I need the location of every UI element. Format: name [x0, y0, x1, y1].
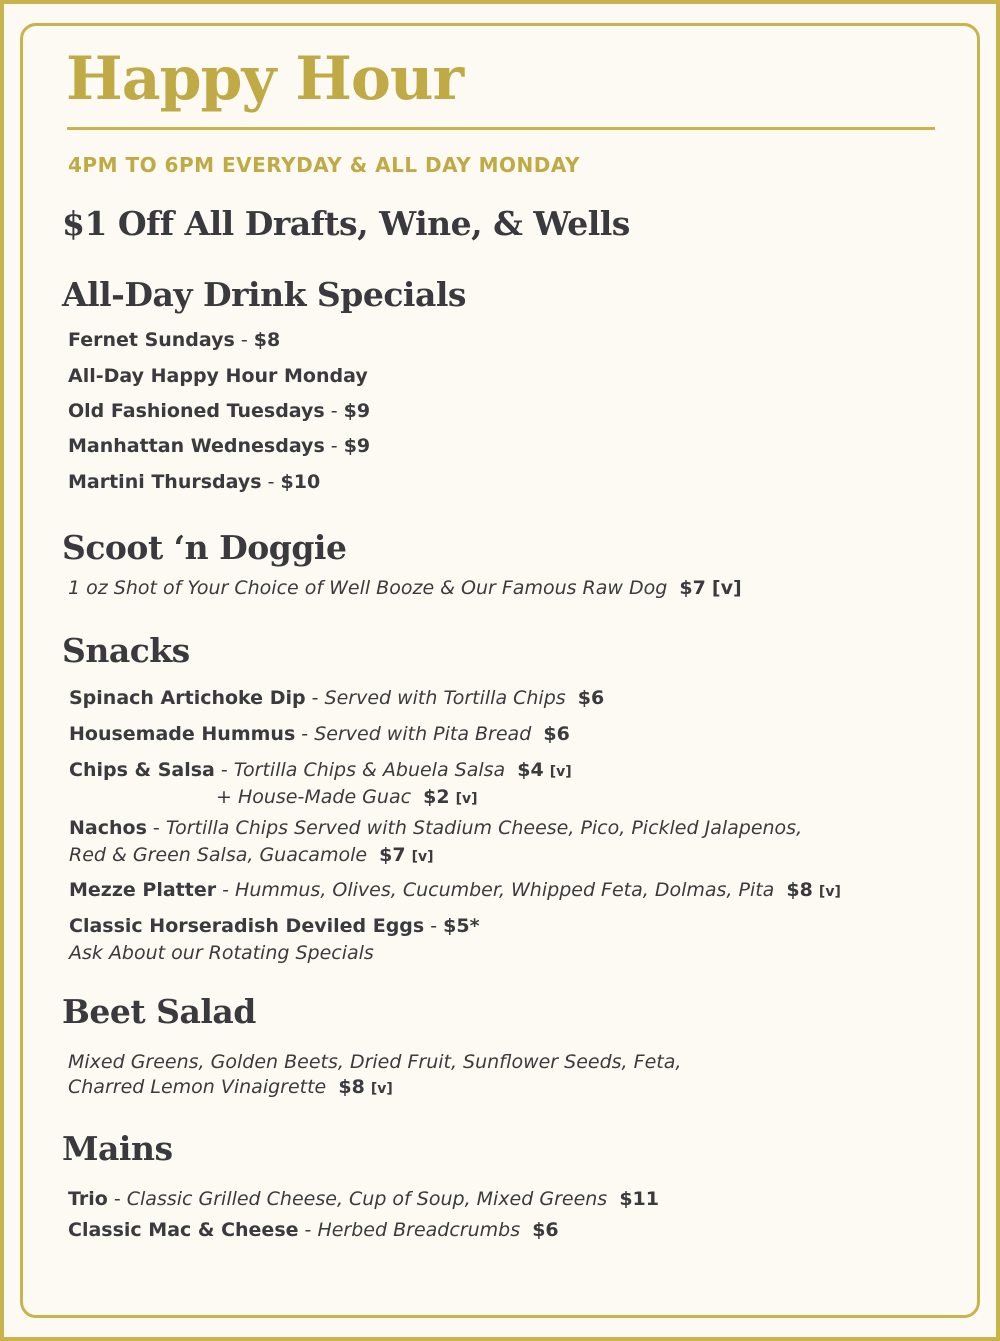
promo-heading: $1 Off All Drafts, Wine, & Wells: [62, 204, 630, 243]
item-name: Chips & Salsa: [69, 759, 215, 781]
item-price: $7: [379, 844, 406, 866]
item-name: Trio: [68, 1188, 108, 1210]
item-price: $6: [577, 687, 605, 709]
vegetarian-tag: [v]: [411, 849, 434, 865]
item-description: 1 oz Shot of Your Choice of Well Booze & Our Famous Raw Dog: [68, 577, 668, 599]
snack-item-guac-addon: [216, 786, 478, 808]
item-name: Mezze Platter: [69, 879, 217, 901]
item-name: Manhattan Wednesdays: [68, 435, 325, 457]
item-price: $7: [679, 577, 706, 599]
item-separator: -: [216, 879, 236, 901]
item-description: Served with Tortilla Chips: [324, 687, 566, 709]
item-price: $8: [253, 329, 281, 351]
vegetarian-tag: [v]: [549, 764, 572, 780]
item-price: $9: [343, 435, 371, 457]
item-separator: -: [234, 329, 254, 351]
beet-salad-desc-line1: Mixed Greens, Golden Beets, Dried Fruit, Sunflower Seeds, Feta,: [68, 1051, 682, 1073]
item-description: Red & Green Salsa, Guacamole: [69, 844, 368, 866]
item-price: $9: [343, 400, 371, 422]
list-item: [68, 329, 280, 351]
scoot-heading: Scoot ‘n Doggie: [62, 528, 347, 567]
snack-item-hummus: [69, 723, 570, 745]
title-divider: [67, 127, 935, 130]
snack-item-nachos-cont: [69, 844, 434, 866]
item-separator: -: [424, 915, 444, 937]
item-description: Tortilla Chips & Abuela Salsa: [233, 759, 506, 781]
page-title: Happy Hour: [66, 44, 464, 114]
item-price: $10: [280, 471, 321, 493]
item-separator: -: [146, 817, 166, 839]
item-separator: -: [298, 1219, 318, 1241]
item-separator: -: [324, 435, 344, 457]
item-price: $6: [543, 723, 570, 745]
vegetarian-tag: [v]: [370, 1081, 393, 1097]
beet-salad-heading: Beet Salad: [62, 992, 256, 1031]
list-item: [68, 471, 320, 493]
item-separator: -: [295, 723, 315, 745]
item-separator: -: [305, 687, 325, 709]
item-name: Classic Mac & Cheese: [68, 1219, 299, 1241]
item-price: $2: [423, 786, 450, 808]
item-description: Served with Pita Bread: [314, 723, 532, 745]
rotating-specials-note: Ask About our Rotating Specials: [69, 942, 374, 964]
item-price: $8: [786, 879, 813, 901]
beet-salad-desc-line2: [68, 1076, 393, 1098]
vegetarian-tag: [v]: [711, 577, 742, 599]
mains-item-mac: [68, 1219, 559, 1241]
snack-item-spinach: [69, 687, 604, 709]
list-item: [68, 435, 370, 457]
list-item: [68, 400, 370, 422]
vegetarian-tag: [v]: [455, 791, 478, 807]
snack-item-mezze: [69, 879, 841, 901]
item-name: Housemade Hummus: [69, 723, 296, 745]
item-separator: -: [214, 759, 234, 781]
list-item: [68, 365, 368, 387]
item-description: Charred Lemon Vinaigrette: [68, 1076, 327, 1098]
item-separator: -: [107, 1188, 127, 1210]
item-description: Classic Grilled Cheese, Cup of Soup, Mixed Greens: [126, 1188, 608, 1210]
item-price: $6: [532, 1219, 559, 1241]
snack-item-eggs: [69, 915, 480, 937]
item-description: Tortilla Chips Served with Stadium Cheese, Pico, Pickled Jalapenos,: [165, 817, 803, 839]
item-price: $4: [517, 759, 544, 781]
mains-heading: Mains: [62, 1129, 173, 1168]
item-description: + House-Made Guac: [216, 786, 412, 808]
item-separator: -: [261, 471, 281, 493]
snack-item-chips: [69, 759, 572, 781]
item-name: Nachos: [69, 817, 147, 839]
scoot-item: [68, 577, 742, 599]
item-price: $5*: [443, 915, 480, 937]
item-price: $11: [619, 1188, 659, 1210]
item-name: All-Day Happy Hour Monday: [68, 365, 368, 387]
item-description: Hummus, Olives, Cucumber, Whipped Feta, Dolmas, Pita: [235, 879, 775, 901]
item-separator: -: [324, 400, 344, 422]
snack-item-nachos: [69, 817, 802, 839]
hours-subtitle: 4PM TO 6PM EVERYDAY & ALL DAY MONDAY: [68, 153, 580, 177]
item-name: Martini Thursdays: [68, 471, 262, 493]
mains-item-trio: [68, 1188, 659, 1210]
item-price: $8: [338, 1076, 365, 1098]
snacks-heading: Snacks: [62, 631, 190, 670]
item-name: Spinach Artichoke Dip: [69, 687, 306, 709]
drink-specials-heading: All-Day Drink Specials: [62, 275, 466, 314]
vegetarian-tag: [v]: [818, 884, 841, 900]
item-description: Herbed Breadcrumbs: [317, 1219, 521, 1241]
item-name: Classic Horseradish Deviled Eggs: [69, 915, 425, 937]
item-name: Old Fashioned Tuesdays: [68, 400, 325, 422]
item-name: Fernet Sundays: [68, 329, 235, 351]
